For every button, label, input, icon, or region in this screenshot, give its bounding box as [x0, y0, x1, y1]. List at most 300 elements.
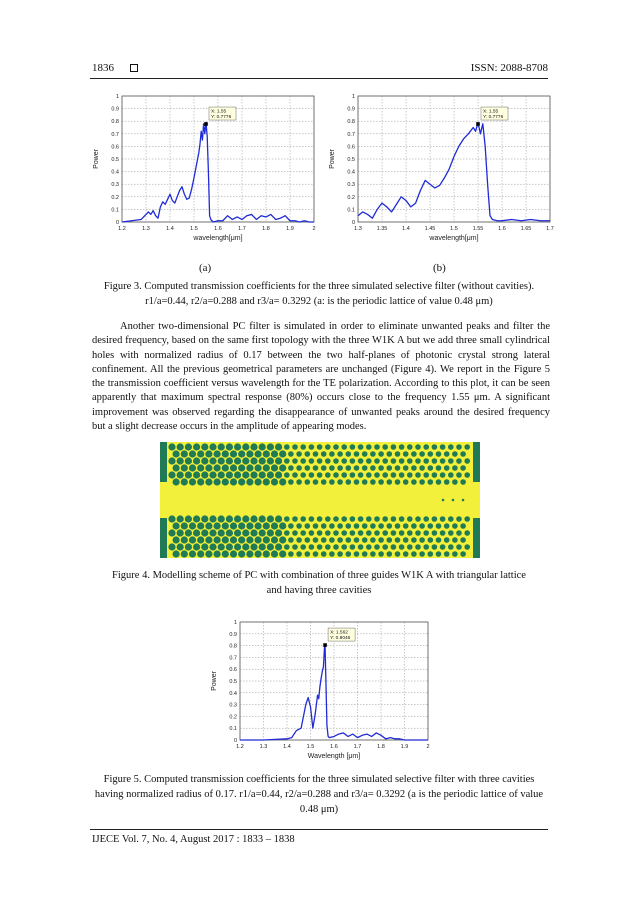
lattice-hole [230, 550, 237, 557]
x-tick-label: 1.6 [214, 226, 222, 232]
lattice-hole [374, 472, 380, 478]
lattice-hole [201, 471, 208, 478]
lattice-hole [460, 537, 466, 543]
lattice-hole [464, 530, 470, 536]
lattice-hole [189, 478, 196, 485]
lattice-hole [325, 444, 331, 450]
lattice-hole [403, 451, 409, 457]
lattice-hole [230, 522, 237, 529]
figure4-schematic [160, 442, 480, 558]
lattice-hole [309, 444, 315, 450]
lattice-hole [337, 451, 343, 457]
lattice-hole [238, 450, 245, 457]
lattice-hole [436, 451, 442, 457]
lattice-hole [189, 536, 196, 543]
lattice-hole [419, 465, 425, 471]
figure4-caption [90, 568, 548, 598]
lattice-hole [201, 515, 208, 522]
lattice-hole [205, 522, 212, 529]
lattice-hole [173, 464, 180, 471]
lattice-hole [305, 465, 311, 471]
lattice-hole [444, 465, 450, 471]
lattice-hole [177, 443, 184, 450]
header-rule [90, 78, 548, 79]
lattice-hole [168, 471, 175, 478]
lattice-hole [242, 443, 249, 450]
lattice-hole [382, 530, 388, 536]
lattice-hole [267, 471, 274, 478]
lattice-hole [358, 516, 364, 522]
lattice-hole [358, 444, 364, 450]
lattice-hole [456, 544, 462, 550]
lattice-hole [288, 537, 294, 543]
y-tick-label: 0.7 [111, 131, 119, 138]
left-block-bottom [160, 518, 167, 558]
lattice-hole [288, 551, 294, 557]
x-tick-label: 1.45 [424, 226, 436, 232]
y-tick-label: 1 [351, 94, 355, 100]
lattice-hole [250, 471, 257, 478]
y-tick-label: 0.8 [229, 643, 237, 650]
lattice-hole [238, 536, 245, 543]
y-tick-label: 0.5 [229, 679, 237, 685]
lattice-hole [267, 515, 274, 522]
lattice-hole [440, 544, 446, 550]
lattice-hole [309, 544, 315, 550]
lattice-hole [411, 465, 417, 471]
lattice-hole [366, 544, 372, 550]
page-number: 1836 [92, 62, 114, 74]
lattice-hole [238, 522, 245, 529]
lattice-hole [275, 471, 282, 478]
lattice-hole [218, 515, 225, 522]
lattice-hole [222, 450, 229, 457]
lattice-hole [362, 451, 368, 457]
lattice-hole [407, 516, 413, 522]
datatip-marker [476, 122, 480, 126]
lattice-hole [230, 536, 237, 543]
lattice-hole [275, 443, 282, 450]
lattice-hole [250, 543, 257, 550]
lattice-hole [255, 450, 262, 457]
y-tick-label: 0.4 [229, 690, 237, 697]
lattice-hole [399, 472, 405, 478]
lattice-hole [329, 465, 335, 471]
lattice-hole [226, 443, 233, 450]
lattice-hole [168, 543, 175, 550]
lattice-hole [378, 479, 384, 485]
lattice-hole [395, 479, 401, 485]
y-tick-label: 0.9 [111, 106, 119, 113]
lattice-hole [346, 451, 352, 457]
lattice-hole [464, 544, 470, 550]
y-tick-label: 0 [351, 220, 355, 226]
x-tick-label: 1.6 [330, 744, 338, 750]
lattice-hole [399, 444, 405, 450]
lattice-hole [181, 450, 188, 457]
lattice-hole [419, 537, 425, 543]
lattice-hole [337, 465, 343, 471]
lattice-hole [309, 458, 315, 464]
lattice-hole [173, 536, 180, 543]
lattice-hole [366, 458, 372, 464]
lattice-hole [222, 522, 229, 529]
lattice-hole [197, 536, 204, 543]
lattice-hole [317, 516, 323, 522]
lattice-hole [456, 530, 462, 536]
lattice-hole [452, 465, 458, 471]
lattice-hole [250, 457, 257, 464]
x-tick-label: 1.55 [472, 226, 484, 232]
lattice-hole [168, 443, 175, 450]
lattice-hole [358, 472, 364, 478]
lattice-hole [255, 550, 262, 557]
lattice-hole [222, 550, 229, 557]
lattice-hole [419, 451, 425, 457]
lattice-hole [428, 551, 434, 557]
y-tick-label: 0.3 [229, 702, 237, 709]
lattice-hole [205, 450, 212, 457]
figure3b-label: (b) [433, 262, 446, 274]
lattice-hole [189, 522, 196, 529]
lattice-hole [341, 472, 347, 478]
lattice-hole [411, 451, 417, 457]
page-header-left [92, 62, 138, 74]
x-tick-label: 1.9 [400, 744, 409, 750]
lattice-hole [279, 522, 286, 529]
lattice-hole [173, 450, 180, 457]
lattice-hole [370, 523, 376, 529]
lattice-hole [181, 536, 188, 543]
lattice-hole [317, 544, 323, 550]
y-tick-label: 0.3 [111, 182, 119, 189]
lattice-hole [415, 444, 421, 450]
lattice-hole [370, 465, 376, 471]
lattice-hole [197, 450, 204, 457]
lattice-hole [395, 465, 401, 471]
lattice-hole [246, 478, 253, 485]
lattice-hole [366, 530, 372, 536]
lattice-hole [185, 543, 192, 550]
lattice-hole [309, 516, 315, 522]
lattice-hole [346, 551, 352, 557]
lattice-hole [279, 450, 286, 457]
lattice-hole [177, 543, 184, 550]
lattice-hole [456, 472, 462, 478]
lattice-hole [177, 471, 184, 478]
y-tick-label: 0.6 [111, 144, 119, 151]
lattice-hole [452, 537, 458, 543]
datatip-x: X: 1.55 [483, 109, 499, 115]
y-tick-label: 0.8 [111, 119, 119, 126]
figure3-caption-line1: Figure 3. Computed transmission coefficients for the three simulated selective filter (without cavities). [103, 281, 535, 292]
lattice-hole [423, 516, 429, 522]
figure3a-label: (a) [199, 262, 212, 274]
lattice-hole [366, 472, 372, 478]
square-bullet-icon [130, 64, 138, 72]
lattice-hole [460, 465, 466, 471]
lattice-hole [279, 550, 286, 557]
lattice-hole [250, 515, 257, 522]
lattice-hole [411, 551, 417, 557]
lattice-hole [214, 450, 221, 457]
lattice-hole [423, 544, 429, 550]
lattice-hole [407, 472, 413, 478]
lattice-hole [201, 457, 208, 464]
lattice-hole [387, 451, 393, 457]
lattice-hole [177, 529, 184, 536]
lattice-hole [284, 472, 290, 478]
lattice-hole [452, 523, 458, 529]
lattice-hole [309, 530, 315, 536]
lattice-hole [395, 537, 401, 543]
lattice-hole [234, 543, 241, 550]
figure3-caption [90, 279, 548, 309]
lattice-hole [370, 537, 376, 543]
lattice-hole [321, 523, 327, 529]
lattice-hole [259, 543, 266, 550]
lattice-hole [284, 544, 290, 550]
lattice-hole [325, 544, 331, 550]
cavity-hole [452, 499, 455, 502]
lattice-hole [234, 457, 241, 464]
lattice-hole [238, 478, 245, 485]
lattice-hole [263, 478, 270, 485]
x-tick-label: 1.7 [353, 744, 362, 750]
lattice-hole [201, 443, 208, 450]
lattice-hole [209, 457, 216, 464]
lattice-hole [218, 443, 225, 450]
lattice-hole [197, 522, 204, 529]
lattice-hole [436, 537, 442, 543]
lattice-hole [440, 458, 446, 464]
lattice-hole [271, 522, 278, 529]
footer-text: IJECE Vol. 7, No. 4, August 2017 : 1833 – 1838 [92, 834, 295, 845]
x-axis-label: Wavelength [μm] [307, 753, 361, 760]
lattice-hole [362, 465, 368, 471]
lattice-hole [403, 465, 409, 471]
lattice-hole [218, 457, 225, 464]
lattice-hole [275, 543, 282, 550]
lattice-hole [432, 516, 438, 522]
lattice-hole [214, 550, 221, 557]
lattice-hole [341, 544, 347, 550]
lattice-hole [259, 457, 266, 464]
x-tick-label: 2 [312, 226, 316, 232]
right-block-bottom [473, 518, 480, 558]
lattice-hole [350, 444, 356, 450]
lattice-hole [428, 537, 434, 543]
lattice-hole [201, 543, 208, 550]
lattice-hole [305, 537, 311, 543]
lattice-hole [181, 522, 188, 529]
lattice-hole [411, 479, 417, 485]
lattice-hole [358, 544, 364, 550]
lattice-hole [444, 451, 450, 457]
lattice-hole [193, 457, 200, 464]
lattice-hole [193, 529, 200, 536]
lattice-hole [436, 523, 442, 529]
lattice-hole [193, 471, 200, 478]
lattice-hole [313, 537, 319, 543]
lattice-hole [423, 472, 429, 478]
lattice-hole [378, 451, 384, 457]
x-tick-label: 1.2 [118, 226, 126, 232]
lattice-hole [209, 529, 216, 536]
lattice-hole [325, 458, 331, 464]
lattice-hole [370, 451, 376, 457]
lattice-hole [403, 479, 409, 485]
lattice-hole [296, 551, 302, 557]
lattice-hole [415, 530, 421, 536]
lattice-hole [181, 464, 188, 471]
figure5-caption-line1: Figure 5. Computed transmission coefficients for the three simulated selective filter with three cavities [103, 774, 535, 785]
lattice-hole [317, 458, 323, 464]
footer-rule [90, 829, 548, 830]
lattice-hole [305, 551, 311, 557]
lattice-hole [350, 458, 356, 464]
lattice-hole [267, 543, 274, 550]
lattice-hole [242, 543, 249, 550]
lattice-hole [321, 465, 327, 471]
lattice-hole [250, 443, 257, 450]
lattice-hole [329, 551, 335, 557]
y-tick-label: 0.3 [347, 182, 355, 189]
lattice-hole [197, 464, 204, 471]
lattice-hole [428, 479, 434, 485]
lattice-hole [329, 537, 335, 543]
lattice-hole [209, 543, 216, 550]
lattice-hole [226, 515, 233, 522]
lattice-hole [168, 529, 175, 536]
y-tick-label: 0.7 [229, 655, 237, 662]
lattice-hole [222, 464, 229, 471]
lattice-hole [432, 544, 438, 550]
lattice-hole [242, 457, 249, 464]
lattice-hole [452, 451, 458, 457]
lattice-hole [255, 464, 262, 471]
lattice-hole [263, 522, 270, 529]
lattice-hole [296, 451, 302, 457]
lattice-hole [423, 530, 429, 536]
lattice-hole [362, 479, 368, 485]
lattice-hole [296, 479, 302, 485]
lattice-hole [234, 471, 241, 478]
lattice-hole [391, 472, 397, 478]
lattice-hole [205, 464, 212, 471]
lattice-hole [259, 443, 266, 450]
x-axis-label: wavelength[μm] [193, 235, 243, 242]
lattice-hole [296, 537, 302, 543]
datatip-marker [323, 643, 327, 647]
lattice-hole [440, 444, 446, 450]
lattice-hole [460, 523, 466, 529]
lattice-hole [226, 457, 233, 464]
y-tick-label: 0 [115, 220, 119, 226]
lattice-hole [354, 451, 360, 457]
lattice-hole [403, 551, 409, 557]
lattice-hole [362, 537, 368, 543]
lattice-hole [378, 551, 384, 557]
y-tick-label: 0.8 [347, 119, 355, 126]
lattice-hole [242, 515, 249, 522]
lattice-hole [358, 530, 364, 536]
lattice-hole [341, 444, 347, 450]
x-tick-label: 1.7 [546, 226, 554, 232]
lattice-hole [255, 536, 262, 543]
lattice-hole [337, 551, 343, 557]
lattice-hole [230, 478, 237, 485]
lattice-hole [205, 536, 212, 543]
lattice-hole [329, 523, 335, 529]
lattice-hole [288, 479, 294, 485]
lattice-hole [313, 479, 319, 485]
y-tick-label: 1 [115, 94, 119, 100]
lattice-hole [399, 530, 405, 536]
lattice-hole [267, 457, 274, 464]
lattice-hole [292, 530, 298, 536]
lattice-hole [168, 457, 175, 464]
lattice-hole [313, 551, 319, 557]
lattice-hole [444, 479, 450, 485]
lattice-hole [321, 479, 327, 485]
lattice-hole [234, 515, 241, 522]
lattice-hole [193, 543, 200, 550]
lattice-hole [300, 458, 306, 464]
y-tick-label: 0.4 [111, 169, 119, 176]
lattice-hole [218, 529, 225, 536]
x-tick-label: 1.4 [166, 226, 174, 232]
lattice-hole [263, 550, 270, 557]
lattice-hole [181, 478, 188, 485]
y-tick-label: 1 [233, 620, 237, 626]
lattice-hole [271, 464, 278, 471]
figure3a-chart [88, 90, 320, 248]
lattice-hole [399, 544, 405, 550]
x-tick-label: 1.65 [520, 226, 532, 232]
lattice-hole [242, 471, 249, 478]
lattice-hole [440, 530, 446, 536]
lattice-hole [374, 544, 380, 550]
lattice-hole [321, 551, 327, 557]
lattice-hole [337, 537, 343, 543]
lattice-hole [452, 479, 458, 485]
lattice-hole [288, 465, 294, 471]
lattice-hole [354, 523, 360, 529]
datatip-y: Y: 0.7776 [483, 115, 504, 121]
lattice-hole [292, 472, 298, 478]
issn-label: ISSN: 2088-8708 [470, 62, 548, 74]
lattice-hole [436, 551, 442, 557]
y-tick-label: 0.5 [111, 157, 119, 163]
lattice-hole [205, 478, 212, 485]
lattice-hole [415, 458, 421, 464]
lattice-hole [263, 536, 270, 543]
body-paragraph-text: Another two-dimensional PC filter is simulated in order to eliminate unwanted peaks and filter the desired frequency, based on the same first topology with the three W1K A but we add three small cylindrical holes with normalized radius of 0.17 between the two half-planes of photonic crystal strong lateral confinement. All the previous geometrical parameters are unchanged (Figure 4). We report in the Figure 5 the transmission coefficient versus wavelength for the TE polarization. According to this plot, it can be seen apparently that maximum spectral response (80%) occurs close to the frequency 1.55 μm. A significant improvement was observed regarding the disappearance of unwanted peaks around the desired frequency but a slight decrease occurs in the amplitude of appearing modes. [92, 321, 550, 433]
y-tick-label: 0.7 [347, 131, 355, 138]
datatip-x: X: 1.562 [330, 630, 348, 636]
y-tick-label: 0 [233, 738, 237, 744]
lattice-hole [271, 550, 278, 557]
x-tick-label: 1.3 [142, 226, 150, 232]
lattice-hole [271, 536, 278, 543]
x-tick-label: 1.5 [450, 226, 458, 232]
lattice-hole [346, 537, 352, 543]
y-axis-label: Power [329, 149, 336, 169]
lattice-hole [354, 537, 360, 543]
lattice-hole [209, 443, 216, 450]
y-tick-label: 0.2 [347, 194, 355, 201]
